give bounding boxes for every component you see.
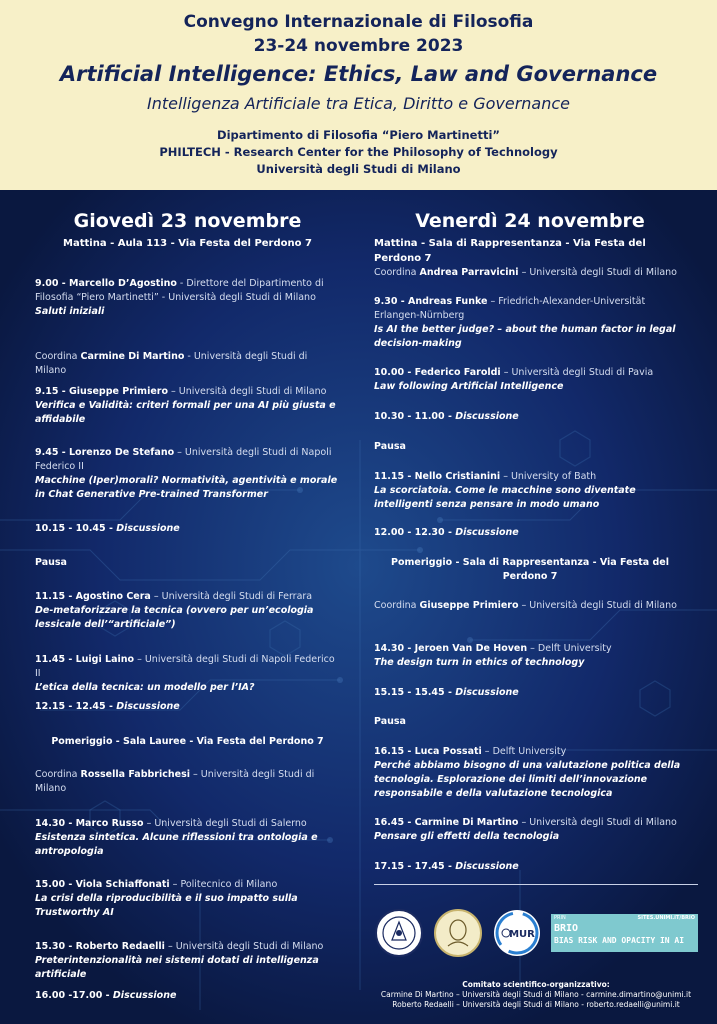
- discussion-slot: 15.15 - 15.45 - Discussione: [374, 687, 519, 698]
- department-emblem-logo: [433, 908, 483, 958]
- day-column-friday: [374, 200, 686, 266]
- conference-name: Convegno Internazionale di Filosofia: [183, 12, 534, 32]
- program-item: 11.45 - Luigi Laino – Università degli Studi di Napoli Federico II L’etica della tecnica: un modello per l’IA?: [35, 654, 335, 693]
- committee-title: Comitato scientifico-organizzativo:: [462, 980, 610, 989]
- discussion-slot: 16.00 -17.00 - Discussione: [35, 990, 177, 1001]
- organizer-center: PHILTECH - Research Center for the Philosophy of Technology: [159, 145, 558, 159]
- program-item: 15.00 - Viola Schiaffonati – Politecnico di Milano La crisi della riproducibilità e il suo impatto sulla Trustworthy AI: [35, 879, 298, 918]
- conference-title: Artificial Intelligence: Ethics, Law and Governance: [59, 62, 658, 86]
- brio-logo: SITES.UNIMI.IT/BRIO PRIN BRIO BIAS RISK AND OPACITY IN AI: [551, 914, 698, 952]
- session-afternoon-title: Pomeriggio - Sala Lauree - Via Festa del Perdono 7: [51, 736, 324, 747]
- program-item: 9.45 - Lorenzo De Stefano – Università degli Studi di Napoli Federico II Macchine (Iper)morali? Normatività, agentività e morale in Chat Generative Pre-trained Transformer: [35, 447, 338, 500]
- program-item: 14.30 - Marco Russo – Università degli Studi di Salerno Esistenza sintetica. Alcune riflessioni tra ontologia e antropologia: [35, 818, 318, 857]
- session-chair: Coordina Giuseppe Primiero – Università degli Studi di Milano: [374, 600, 677, 611]
- program-item: 16.45 - Carmine Di Martino – Università degli Studi di Milano Pensare gli effetti della tecnologia: [374, 817, 677, 842]
- divider: [374, 884, 698, 885]
- conference-subtitle: Intelligenza Artificiale tra Etica, Diritto e Governance: [146, 94, 571, 113]
- committee-member: Carmine Di Martino – Università degli Studi di Milano - carmine.dimartino@unimi.it: [380, 990, 692, 999]
- day-column-thursday: [35, 200, 340, 251]
- session-chair: Coordina Andrea Parravicini – Università degli Studi di Milano: [374, 267, 677, 278]
- header: [0, 0, 717, 190]
- program-item: 10.00 - Federico Faroldi – Università degli Studi di Pavia Law following Artificial Intelligence: [374, 367, 654, 392]
- organizing-committee: [374, 980, 698, 1010]
- program-item: 14.30 - Jeroen Van De Hoven – Delft University The design turn in ethics of technology: [374, 643, 612, 668]
- day-title: Venerdì 24 novembre: [415, 210, 645, 232]
- discussion-slot: 12.15 - 12.45 - Discussione: [35, 701, 180, 712]
- session-afternoon-title: Pomeriggio - Sala di Rappresentanza - Via Festa del Perdono 7: [391, 557, 669, 582]
- program-item: 9.00 - Marcello D’Agostino - Direttore del Dipartimento di Filosofia “Piero Martinetti” - Università degli Studi di Milano Saluti iniziali: [35, 278, 324, 317]
- day-title: Giovedì 23 novembre: [73, 210, 302, 232]
- organizer-university: Università degli Studi di Milano: [256, 162, 461, 176]
- program-item: 9.30 - Andreas Funke – Friedrich-Alexander-Universität Erlangen-Nürnberg Is AI the better judge? – about the human factor in legal decision-making: [374, 296, 676, 349]
- program-item: 9.15 - Giuseppe Primiero – Università degli Studi di Milano Verifica e Validità: criteri formali per una AI più giusta e affidabile: [35, 386, 336, 425]
- discussion-slot: 10.15 - 10.45 - Discussione: [35, 523, 180, 534]
- mur-logo: [492, 908, 542, 958]
- break: Pausa: [374, 441, 406, 452]
- break: Pausa: [374, 716, 406, 727]
- program-item: 11.15 - Agostino Cera – Università degli Studi di Ferrara De-metaforizzare la tecnica (ovvero per un’ecologia lessicale dell’“artificiale”): [35, 591, 314, 630]
- program-item: 11.15 - Nello Cristianini – University of Bath La scorciatoia. Come le macchine sono diventate intelligenti senza pensare in modo umano: [374, 471, 636, 510]
- discussion-slot: 10.30 - 11.00 - Discussione: [374, 411, 519, 422]
- organizer-department: Dipartimento di Filosofia “Piero Martinetti”: [217, 128, 500, 142]
- discussion-slot: 17.15 - 17.45 - Discussione: [374, 861, 519, 872]
- break: Pausa: [35, 557, 67, 568]
- session-morning-title: Mattina - Aula 113 - Via Festa del Perdono 7: [63, 238, 312, 249]
- committee-member: Roberto Redaelli – Università degli Studi di Milano - roberto.redaelli@unimi.it: [392, 1000, 680, 1009]
- program-item: 15.30 - Roberto Redaelli – Università degli Studi di Milano Preterintenzionalità nei sistemi dotati di intelligenza artificiale: [35, 941, 324, 980]
- conference-dates: 23-24 novembre 2023: [253, 36, 464, 56]
- program-item: 16.15 - Luca Possati – Delft University Perché abbiamo bisogno di una valutazione politica della tecnologia. Esplorazione dei limiti dell’innovazione responsabile e della valutazione tecnologica: [374, 746, 681, 799]
- discussion-slot: 12.00 - 12.30 - Discussione: [374, 527, 519, 538]
- mur-label: MUR: [509, 929, 535, 940]
- session-chair: Coordina Rossella Fabbrichesi – Università degli Studi di Milano: [35, 769, 315, 794]
- session-chair: Coordina Carmine Di Martino - Università degli Studi di Milano: [35, 351, 308, 376]
- session-morning-title: Mattina - Sala di Rappresentanza - Via Festa del Perdono 7: [374, 238, 646, 264]
- university-seal-logo: [374, 908, 424, 958]
